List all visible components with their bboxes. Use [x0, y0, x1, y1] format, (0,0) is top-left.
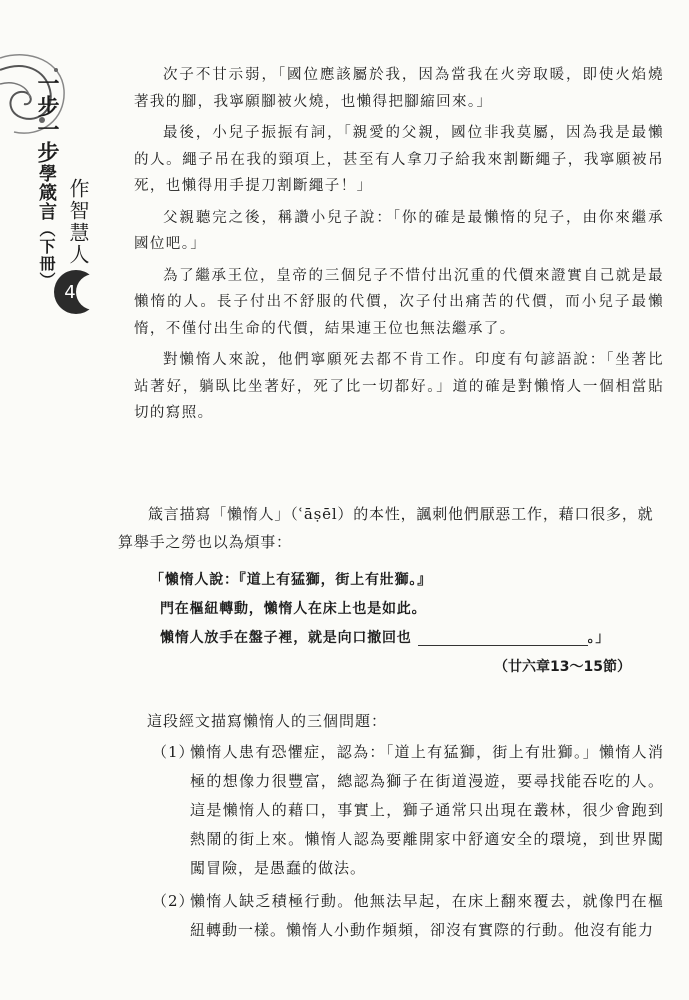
scripture-quote [150, 566, 650, 653]
page-number: 4 [64, 281, 76, 303]
intro-paragraph: 箴言描寫「懶惰人」（ʿāṣēl）的本性，諷刺他們厭惡工作，藉口很多，就算舉手之勞也以為煩事： [118, 505, 654, 551]
item-number: （1） [152, 743, 195, 761]
verse-line-3-start: 懶惰人放手在盤子裡，就是向口撤回也 [160, 630, 412, 646]
list-item [152, 738, 664, 883]
story-paragraph: 次子不甘示弱，「國位應該屬於我，因為當我在火旁取暖，即使火焰燒著我的腳，我寧願腳被火燒，也懶得把腳縮回來。」 [134, 67, 664, 110]
chapter-title: 作智慧人 [66, 178, 90, 266]
fill-in-blank[interactable] [418, 631, 588, 646]
verse-line-1: 「懶惰人說：『道上有猛獅，街上有壯獅。』 [150, 572, 432, 588]
verse-line-3-end: 。」 [587, 630, 611, 646]
points-list [152, 738, 664, 949]
story-paragraph: 對懶惰人來說，他們寧願死去都不肯工作。印度有句諺語說：「坐著比站著好，躺臥比坐著好，死了比一切都好。」道的確是對懶惰人一個相當貼切的寫照。 [134, 352, 664, 421]
verse-reference: （廿六章13～15節） [494, 659, 631, 675]
page-number-badge [54, 270, 98, 314]
story-paragraph: 父親聽完之後，稱讚小兒子說：「你的確是最懶惰的兒子，由你來繼承國位吧。」 [134, 209, 664, 252]
book-title [30, 72, 62, 289]
book-volume: （下冊） [37, 221, 56, 289]
verse-line-3 [150, 624, 650, 653]
item-number: （2） [152, 892, 195, 910]
item-text: 懶惰人患有恐懼症，認為：「道上有猛獅，街上有壯獅。」懶惰人消極的想像力很豐富，總認為獅子在街道漫遊，要尋找能吞吃的人。這是懶惰人的藉口，事實上，獅子通常只出現在叢林，很少會跑到熱鬧的街上來。懶惰人認為要離開家中舒適安全的環境，到世界闖闖冒險，是愚蠢的做法。 [190, 743, 664, 877]
item-text: 懶惰人缺乏積極行動。他無法早起，在床上翻來覆去，就像門在樞紐轉動一樣。懶惰人小動作頻頻，卻沒有實際的行動。他沒有能力 [190, 892, 664, 939]
book-title-rest: 學箴言 [36, 164, 57, 221]
book-title-main: 一步一步 [34, 72, 59, 164]
intro-text [118, 500, 658, 556]
story-text [134, 62, 664, 432]
story-paragraph: 最後，小兒子振振有詞，「親愛的父親，國位非我莫屬，因為我是最懶的人。繩子吊在我的頸項上，甚至有人拿刀子給我來割斷繩子，我寧願被吊死，也懶得用手提刀割斷繩子！」 [134, 125, 664, 194]
list-item [152, 887, 664, 945]
section-heading: 這段經文描寫懶惰人的三個問題： [147, 712, 388, 730]
verse-line-2: 門在樞紐轉動，懶惰人在床上也是如此。 [160, 601, 427, 617]
story-paragraph: 為了繼承王位，皇帝的三個兒子不惜付出沉重的代價來證實自己就是最懶惰的人。長子付出不舒服的代價，次子付出痛苦的代價，而小兒子最懶惰，不僅付出生命的代價，結果連王位也無法繼承了。 [134, 267, 664, 337]
